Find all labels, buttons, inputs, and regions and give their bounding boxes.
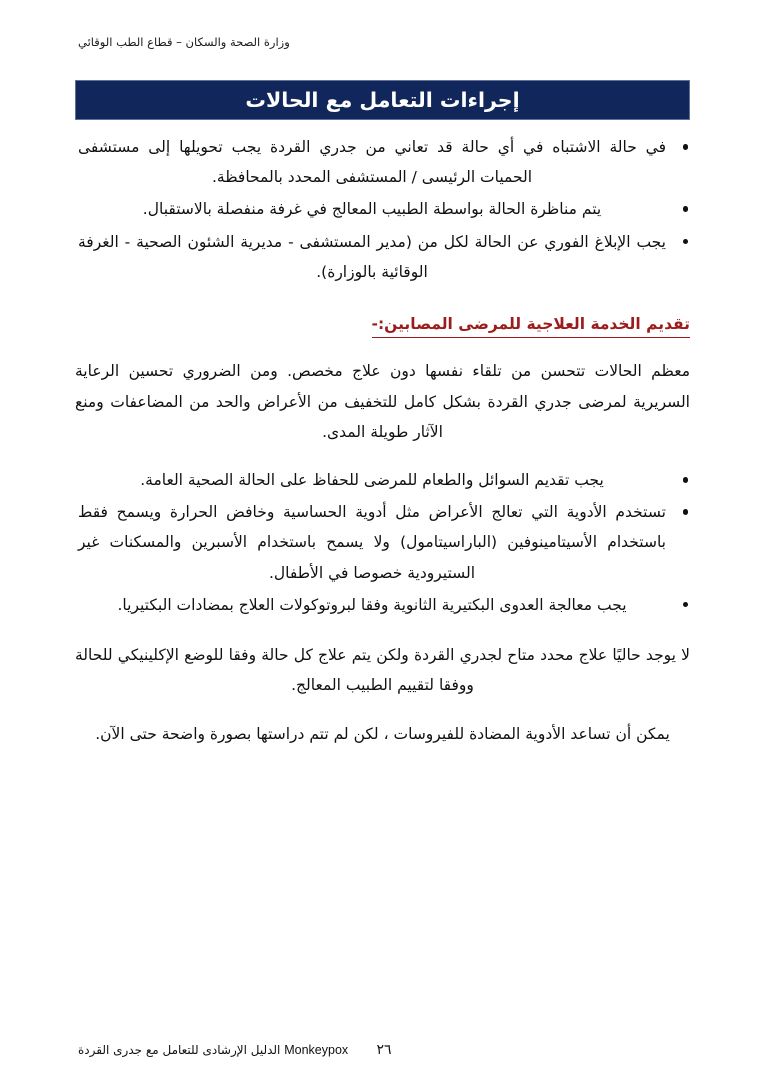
spacer <box>75 622 690 640</box>
document-running-header <box>78 34 690 50</box>
treatment-bullet-list <box>78 465 690 620</box>
footer-note-arabic: الدليل الإرشادى للتعامل مع جدرى القردة <box>78 1043 281 1057</box>
section-title-banner <box>75 80 690 120</box>
treatment-closing-paragraph-1: لا يوجد حاليًا علاج محدد متاح لجدري القردة ولكن يتم علاج كل حالة وفقا للوضع الإكلينيكي للحالة ووفقا لتقييم الطبيب المعالج. <box>75 646 690 695</box>
footer-note <box>78 1043 348 1057</box>
list-item: يجب الإبلاغ الفوري عن الحالة لكل من (مدير المستشفى - مديرية الشئون الصحية - الغرفة الوقائية بالوزارة). <box>78 227 690 287</box>
footer-inner <box>78 1042 690 1068</box>
treatment-section-heading-text: تقديم الخدمة العلاجية للمرضى المصابين:- <box>372 313 690 338</box>
spacer <box>75 701 690 719</box>
list-item: يتم مناظرة الحالة بواسطة الطبيب المعالج في غرفة منفصلة بالاستقبال. <box>78 194 690 224</box>
spacer <box>75 338 690 356</box>
case-handling-bullet-list <box>78 132 690 287</box>
list-item: في حالة الاشتباه في أي حالة قد تعاني من جدري القردة يجب تحويلها إلى مستشفى الحميات الرئيسى / المستشفى المحدد بالمحافظة. <box>78 132 690 192</box>
ministry-header-text: وزارة الصحة والسكان – قطاع الطب الوقائي <box>78 35 290 49</box>
list-item: يجب تقديم السوائل والطعام للمرضى للحفاظ على الحالة الصحية العامة. <box>78 465 690 495</box>
page-content <box>75 132 690 749</box>
spacer <box>75 447 690 465</box>
page-number: ٢٦ <box>376 1042 392 1058</box>
treatment-section-heading <box>75 313 690 338</box>
treatment-closing-paragraph-2: يمكن أن تساعد الأدوية المضادة للفيروسات ، لكن لم تتم دراستها بصورة واضحة حتى الآن. <box>95 724 670 743</box>
document-footer <box>78 1042 690 1068</box>
list-item: تستخدم الأدوية التي تعالج الأعراض مثل أدوية الحساسية وخافض الحرارة ويسمح فقط باستخدام الأسيتامينوفين (الباراسيتامول) ولا يسمح باستخدام الأسبرين والمسكنات غير الستيرودية خصوصا في الأطفال. <box>78 497 690 588</box>
section-title-text: إجراءات التعامل مع الحالات <box>245 87 520 112</box>
footer-note-latin: Monkeypox <box>284 1043 349 1057</box>
list-item: يجب معالجة العدوى البكتيرية الثانوية وفقا لبروتوكولات العلاج بمضادات البكتيريا. <box>78 590 690 620</box>
spacer <box>75 289 690 313</box>
treatment-intro-paragraph: معظم الحالات تتحسن من تلقاء نفسها دون علاج مخصص. ومن الضروري تحسين الرعاية السريرية لمرضى جدري القردة بشكل كامل للتخفيف من الأعراض والحد من المضاعفات ومنع الآثار طويلة المدى. <box>75 362 690 441</box>
